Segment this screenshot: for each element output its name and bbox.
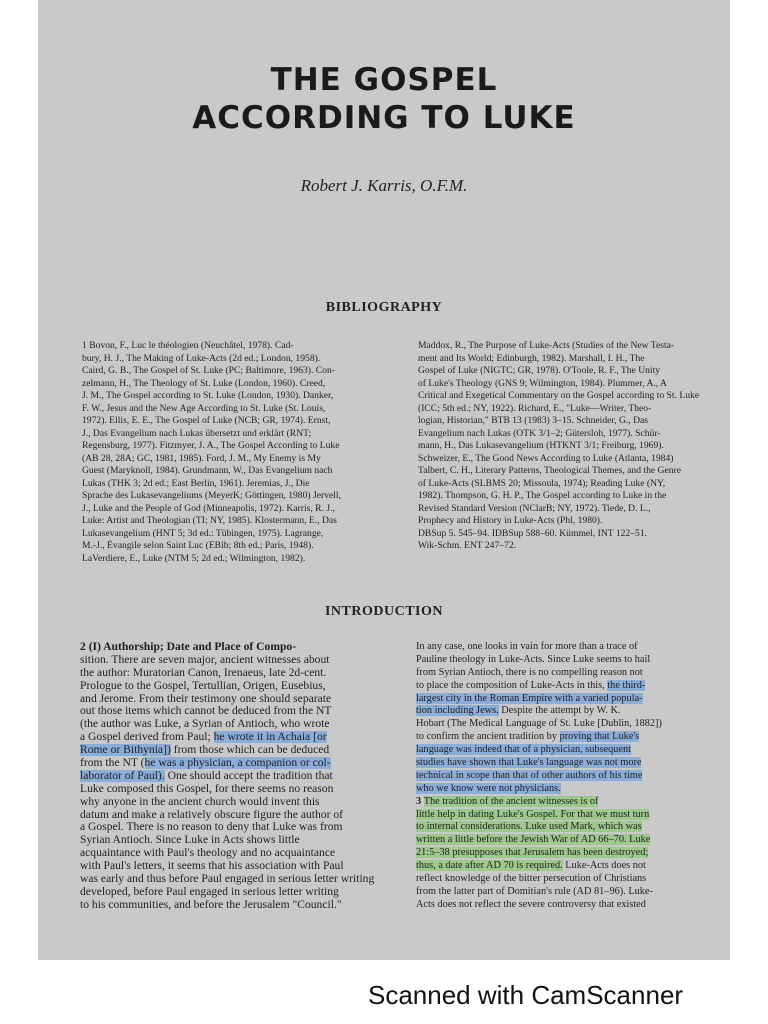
page-title-line-1: THE GOSPEL [270, 62, 498, 98]
text-line: acquaintance with Paul's theology and no acquaintance [80, 847, 336, 860]
text-line: 2 (I) Authorship; Date and Place of Compo- [80, 641, 297, 653]
highlight-green: to internal considerations. Luke used Mark, which was [416, 821, 642, 833]
text-line: 1982). Thompson, G. H. P., The Gospel according to Luke in the [418, 490, 667, 501]
text-span: from those which can be deduced [170, 744, 330, 757]
text-line: Guest (Maryknoll, 1984). Grundmann, W., Das Evangelium nach [82, 465, 333, 476]
text-line: bury, H. J., The Making of Luke-Acts (2d ed.; London, 1958). [82, 352, 321, 364]
text-line: 1972). Ellis, E. E., The Gospel of Luke (NCB; GR, 1974). Ernst, [82, 415, 331, 426]
text-line: Maddox, R., The Purpose of Luke-Acts (Studies of the New Testa- [418, 340, 675, 351]
text-line: Acts does not reflect the severe controversy that existed [416, 898, 646, 910]
text-line [416, 757, 720, 770]
text-line: Regensburg, 1977). Fitzmyer, J. A., The Gospel According to Luke [82, 440, 340, 451]
highlight-blue: Rome or Bithynia]) [80, 744, 171, 757]
text-line: datum and make a relatively obscure figure the author of [80, 808, 344, 821]
text-line: Syrian Antioch. Since Luke in Acts shows little [80, 834, 300, 847]
text-line: with Paul's letters, it seems that his association with Paul [80, 860, 344, 873]
text-line: Caird, G. B., The Gospel of St. Luke (PC; Baltimore, 1963). Con- [82, 365, 335, 376]
text-line: F. W., Jesus and the New Age According to St. Luke (St. Louis, [82, 402, 326, 414]
bibliography-left-column [82, 340, 388, 565]
text-line [416, 744, 720, 757]
text-line: (the author was Luke, a Syrian of Antioch, who wrote [80, 718, 330, 731]
text-line: Critical and Exegetical Commentary on the Gospel according to St. Luke [418, 390, 700, 401]
text-line: Prophecy and History in Luke-Acts (Phl, 1980). [418, 515, 603, 526]
text-span: One should accept the tradition that [164, 769, 333, 782]
scanned-page [38, 0, 730, 960]
text-line: Hobart (The Medical Language of St. Luke [Dublin, 1882]) [416, 718, 662, 730]
text-line: of Luke's Theology (GNS 9; Wilmington, 1984). Plummer, A., A [418, 377, 667, 389]
text-line: from Syrian Antioch, there is no compelling reason not [416, 666, 643, 678]
text-line [416, 809, 720, 822]
text-line [416, 834, 720, 847]
introduction-heading: INTRODUCTION [324, 604, 443, 619]
text-span: Despite the attempt by W. K. [498, 705, 621, 717]
text-line [416, 693, 720, 706]
text-line: why anyone in the ancient church would invent this [80, 795, 320, 808]
text-line: ment and Its World; Edinburgh, 1982). Marshall, I. H., The [418, 352, 645, 364]
bibliography-right-column [418, 340, 718, 553]
text-line: DBSup 5. 545–94. IDBSup 588–60. Kümmel, INT 122–51. [418, 527, 648, 539]
text-line: M.-J., Évangile selon Saint Luc (EBib; 8th ed.; Paris, 1948). [82, 540, 314, 551]
text-line [80, 757, 392, 770]
text-span: Luke-Acts does not [562, 860, 646, 872]
text-line: and Jerome. From their testimony one should separate [80, 692, 332, 705]
text-line: the author: Muratorian Canon, Irenaeus, late 2d-cent. [80, 666, 327, 679]
text-line: Lukas (THK 3; 2d ed.; East Berlin, 1961). Jeremias, J., Die [82, 477, 310, 489]
text-line: to his communities, and before the Jerusalem "Council." [80, 898, 342, 911]
text-line [80, 770, 392, 783]
introduction-right-column [416, 641, 720, 912]
text-line [416, 731, 720, 744]
text-span: from the NT ( [80, 757, 145, 770]
highlight-blue: who we know were not physicians. [416, 782, 561, 794]
text-line [416, 783, 720, 796]
text-line [416, 821, 720, 834]
highlight-blue: studies have shown that Luke's language was not more [416, 757, 642, 769]
text-line: Schweizer, E., The Good News According to Luke (Atlanta, 1984) [418, 452, 674, 464]
highlight-green: 21:5–38 presupposes that Jerusalem has been destroyed; [416, 847, 649, 859]
text-line: (ICC; 5th ed.; NY, 1922). Richard, E., "Luke—Writer, Theo- [418, 402, 652, 414]
highlight-blue: tion including Jews. [416, 705, 499, 717]
text-line: (AB 28, 28A; GC, 1981, 1985). Ford, J. M., My Enemy is My [82, 452, 321, 464]
text-line: J., Luke and the People of God (Minneapolis, 1972). Karris, R. J., [82, 502, 335, 514]
text-line [416, 680, 720, 693]
text-line [80, 744, 392, 757]
text-line: Wik-Schm. ENT 247–72. [418, 540, 517, 551]
page-title-line-2: ACCORDING TO LUKE [192, 100, 576, 136]
text-line: In any case, one looks in vain for more than a trace of [416, 641, 638, 652]
text-line [80, 731, 392, 744]
text-line: of Luke-Acts (SLBMS 20; Missoula, 1974); Reading Luke (NY, [418, 477, 666, 489]
highlight-green: written a little before the Jewish War of AD 66–70. Luke [416, 834, 651, 846]
text-line: Pauline theology in Luke-Acts. Since Luke seems to hail [416, 653, 651, 665]
text-line: reflect knowledge of the bitter persecution of Christians [416, 873, 647, 885]
text-line: J. M., The Gospel according to St. Luke (London, 1930). Danker, [82, 390, 334, 401]
text-line: Prologue to the Gospel, Tertullian, Origen, Eusebius, [80, 679, 326, 692]
camscanner-watermark: Scanned with CamScanner [368, 980, 684, 1010]
text-line [416, 796, 720, 809]
text-line: LaVerdiere, E., Luke (NTM 5; 2d ed.; Wilmington, 1982). [82, 552, 306, 564]
text-line: J., Das Evangelium nach Lukas übersetzt und erklärt (RNT; [82, 427, 312, 439]
highlight-green: little help in dating Luke's Gospel. For that we must turn [416, 808, 650, 820]
highlight-blue: the third- [607, 679, 646, 691]
text-line: a Gospel. There is no reason to deny that Luke was from [80, 821, 343, 834]
text-line: Evangelium nach Lukas (OTK 3/1–2; Gütersloh, 1977). Schür- [418, 427, 661, 439]
text-line: Talbert, C. H., Literary Patterns, Theological Themes, and the Genre [418, 465, 681, 476]
text-line [416, 705, 720, 718]
highlight-green: The tradition of the ancient witnesses is of [423, 795, 599, 807]
text-line: zelmann, H., The Theology of St. Luke (London, 1960). Creed, [82, 377, 326, 389]
text-line [416, 770, 720, 783]
text-span: to confirm the ancient tradition by [416, 731, 560, 743]
introduction-left-column [80, 641, 392, 912]
text-line: developed, before Paul engaged in serious letter writing [80, 885, 339, 898]
highlight-blue: technical in scope than that of other authors of his time [416, 769, 643, 781]
highlight-blue: largest city in the Roman Empire with a varied popula- [416, 692, 643, 704]
text-line: mann, H., Das Lukasevangelium (HTKNT 3/1; Freiburg, 1969). [418, 440, 664, 451]
text-line: logian, Historian," BTB 13 (1983) 3–15. Schneider, G., Das [418, 415, 649, 426]
text-span: to place the composition of Luke-Acts in this, [416, 679, 608, 691]
text-line: Luke: Artist and Theologian (TI; NY, 1985). Klostermann, E., Das [82, 515, 337, 526]
text-line: 1 Bovon, F., Luc le théologien (Neuchâtel, 1978). Cad- [82, 340, 294, 351]
text-line [416, 847, 720, 860]
text-line: from the latter part of Domitian's rule (AD 81–96). Luke- [416, 885, 653, 897]
text-span: 3 [416, 795, 424, 807]
text-line: Sprache des Lukasevangeliums (MeyerK; Göttingen, 1980) Jervell, [82, 490, 341, 501]
text-line: Revised Standard Version (NClarB; NY, 1972). Tiede, D. L., [418, 502, 651, 514]
author-name: Robert J. Karris, O.F.M. [300, 176, 468, 195]
highlight-blue: laborator of Paul). [80, 769, 165, 782]
text-line [416, 860, 720, 873]
text-line: was early and thus before Paul engaged in serious letter writing [80, 873, 375, 886]
highlight-blue: language was indeed that of a physician, subsequent [416, 744, 632, 756]
highlight-blue: proving that Luke's [559, 731, 640, 743]
text-line: Gospel of Luke (NIGTC; GR, 1978). O'Toole, R. F., The Unity [418, 365, 661, 376]
text-span: a Gospel derived from Paul; [80, 731, 214, 744]
highlight-blue: he wrote it in Achaia [or [213, 731, 327, 744]
bibliography-heading: BIBLIOGRAPHY [325, 300, 443, 315]
text-line: Luke composed this Gospel, for there seems no reason [80, 782, 334, 795]
text-line: out those items which cannot be deduced from the NT [80, 705, 332, 718]
highlight-blue: he was a physician, a companion or col- [144, 757, 331, 770]
text-line: sition. There are seven major, ancient witnesses about [80, 653, 330, 666]
highlight-green: thus, a date after AD 70 is required. [416, 860, 563, 872]
text-line: Lukasevangelium (HNT 5; 3d ed.: Tübingen, 1975). Lagrange, [82, 527, 324, 539]
